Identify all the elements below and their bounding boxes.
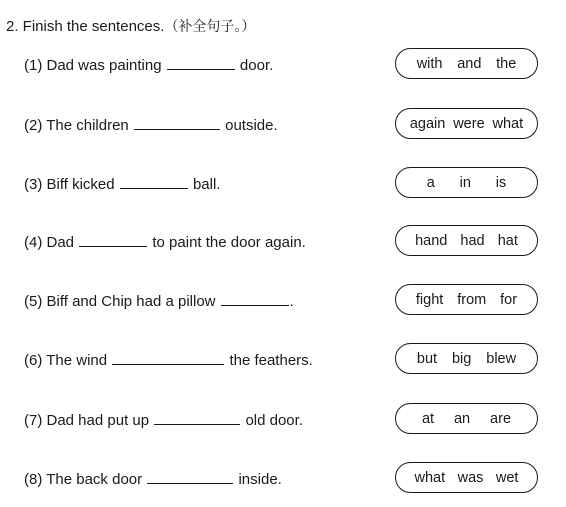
sentence-text-after: to paint the door again.	[152, 234, 306, 251]
sentence-text-before: (8) The back door	[24, 471, 143, 488]
sentence-row-3	[0, 167, 566, 201]
sentence-row-7	[0, 403, 566, 437]
word-choice[interactable]: what	[492, 115, 524, 132]
sentence-text-before: (3) Biff kicked	[24, 176, 115, 193]
word-choice[interactable]: at	[421, 410, 435, 427]
word-choice[interactable]: with	[416, 55, 443, 72]
answer-blank[interactable]	[221, 291, 289, 306]
word-choice[interactable]: what	[414, 469, 446, 486]
sentence-row-1	[0, 48, 566, 82]
sentence-3	[24, 174, 220, 195]
sentence-2	[24, 115, 278, 136]
answer-blank[interactable]	[134, 115, 220, 130]
sentence-text-after: door.	[239, 57, 274, 74]
sentence-text-after: ball.	[192, 176, 221, 193]
answer-blank[interactable]	[120, 174, 188, 189]
sentence-text-before: (1) Dad was painting	[24, 57, 162, 74]
sentence-text-after: outside.	[225, 117, 278, 134]
word-choice[interactable]: but	[416, 350, 438, 367]
word-choice[interactable]: an	[453, 410, 471, 427]
sentence-text-before: (4) Dad	[24, 234, 75, 251]
word-choice[interactable]: the	[496, 55, 517, 72]
word-choice[interactable]: is	[495, 174, 507, 191]
word-choice[interactable]: again	[409, 115, 446, 132]
sentence-8	[24, 469, 282, 490]
exercise-title: 2. Finish the sentences.	[6, 18, 165, 35]
sentence-text-after: old door.	[245, 412, 303, 429]
sentence-row-8	[0, 462, 566, 496]
sentence-5	[24, 291, 294, 312]
sentence-row-2	[0, 108, 566, 142]
word-choice[interactable]: are	[490, 410, 512, 427]
sentence-6	[24, 350, 313, 371]
sentence-text-before: (7) Dad had put up	[24, 412, 150, 429]
word-choices-box	[395, 403, 538, 434]
word-choices-box	[395, 48, 538, 79]
word-choices-box	[395, 462, 538, 493]
sentence-text-after: .	[289, 293, 294, 310]
sentence-1	[24, 55, 273, 76]
word-choice[interactable]: hat	[497, 232, 518, 249]
exercise-title-chinese: （补全句子。）	[164, 19, 256, 35]
answer-blank[interactable]	[147, 469, 233, 484]
sentence-text-after: inside.	[238, 471, 282, 488]
word-choice[interactable]: was	[457, 469, 484, 486]
answer-blank[interactable]	[154, 410, 240, 425]
word-choice[interactable]: in	[459, 174, 471, 191]
word-choices-box	[395, 343, 538, 374]
sentence-row-5	[0, 284, 566, 318]
sentence-4	[24, 232, 306, 253]
answer-blank[interactable]	[112, 350, 224, 365]
word-choice[interactable]: had	[460, 232, 485, 249]
sentence-row-6	[0, 343, 566, 377]
word-choices-box	[395, 108, 538, 139]
word-choices-box	[395, 284, 538, 315]
exercise-heading	[6, 17, 255, 37]
word-choice[interactable]: fight	[415, 291, 444, 308]
word-choice[interactable]: from	[457, 291, 487, 308]
sentence-text-after: the feathers.	[229, 352, 313, 369]
answer-blank[interactable]	[167, 55, 235, 70]
word-choice[interactable]: were	[453, 115, 485, 132]
sentence-text-before: (6) The wind	[24, 352, 108, 369]
word-choice[interactable]: and	[457, 55, 482, 72]
answer-blank[interactable]	[79, 232, 147, 247]
sentence-text-before: (5) Biff and Chip had a pillow	[24, 293, 216, 310]
sentence-text-before: (2) The children	[24, 117, 129, 134]
word-choices-box	[395, 167, 538, 198]
sentence-7	[24, 410, 303, 431]
word-choice[interactable]: for	[500, 291, 518, 308]
word-choice[interactable]: big	[451, 350, 472, 367]
word-choices-box	[395, 225, 538, 256]
word-choice[interactable]: hand	[415, 232, 448, 249]
word-choice[interactable]: wet	[495, 469, 519, 486]
word-choice[interactable]: blew	[486, 350, 517, 367]
sentence-row-4	[0, 225, 566, 259]
word-choice[interactable]: a	[426, 174, 435, 191]
